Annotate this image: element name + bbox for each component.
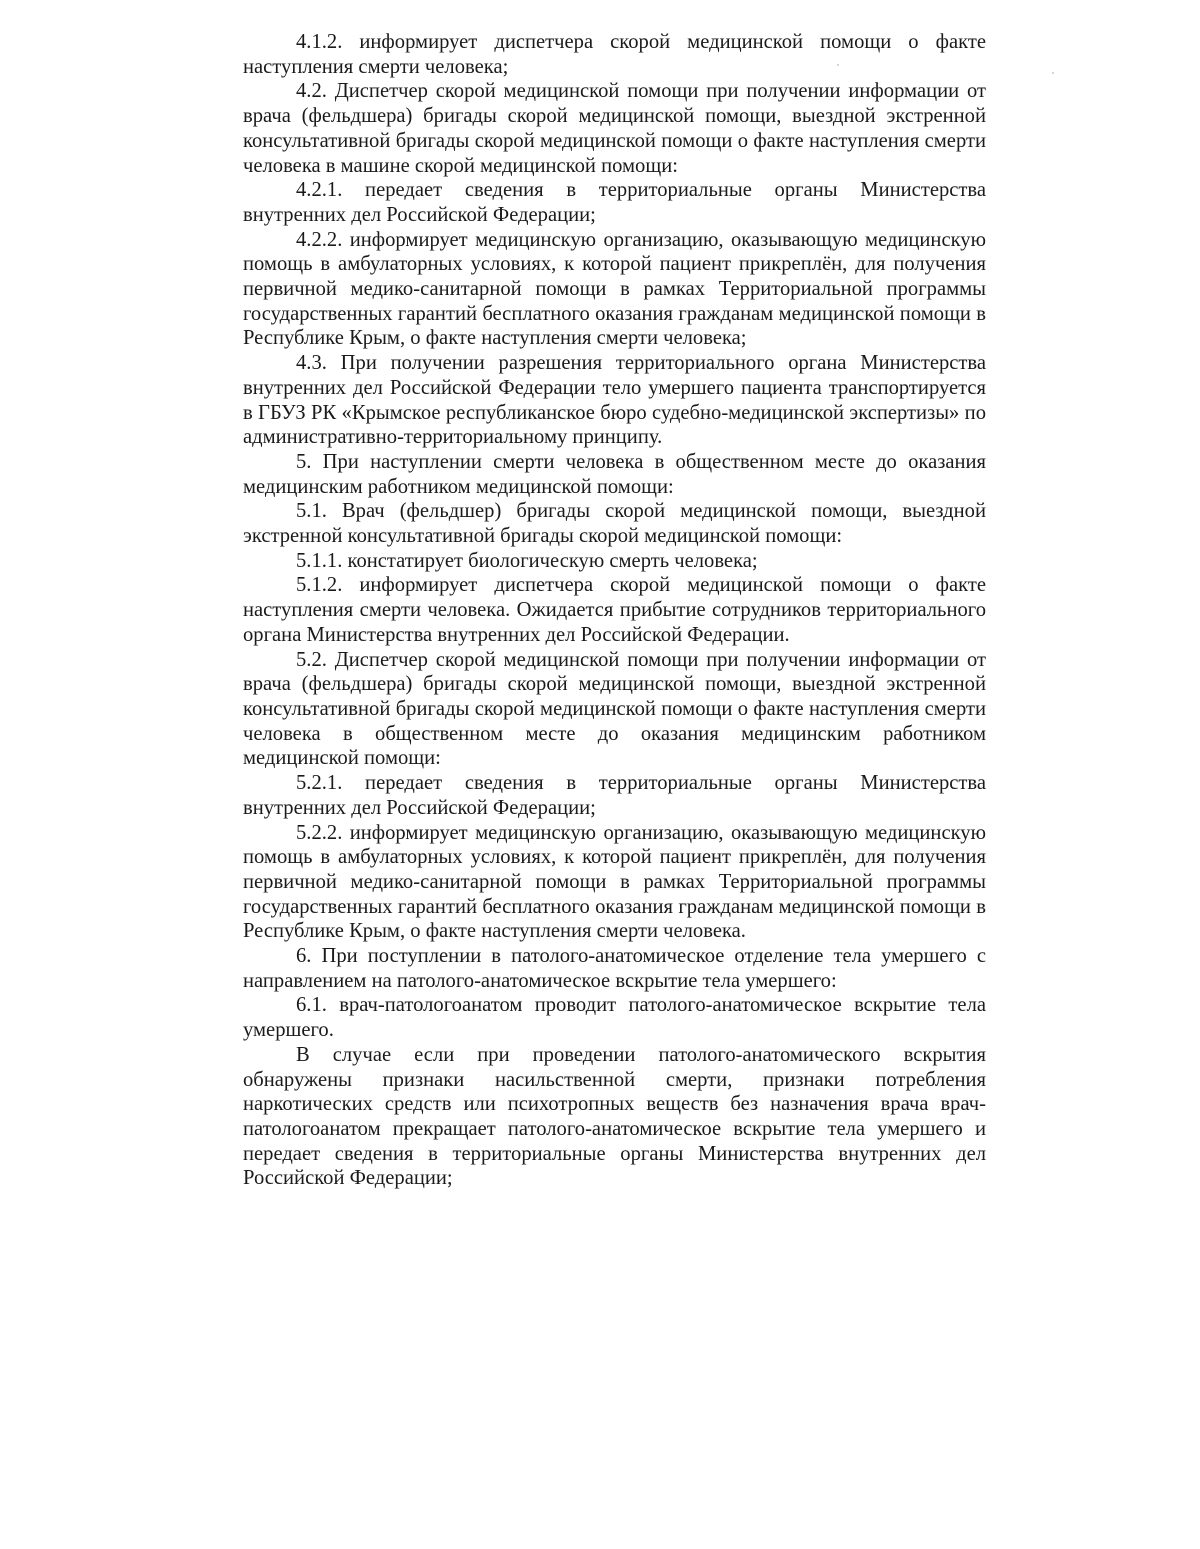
paragraph-4-2: 4.2. Диспетчер скорой медицинской помощи при получении информации от врача (фельдшера) бригады скорой медицинской помощи, выездной экстренной консультативной бригады скорой медицинской помощи о факте наступления смерти человека в машине скорой медицинской помощи: bbox=[243, 80, 986, 177]
paragraph-5-2-1: 5.2.1. передает сведения в территориальные органы Министерства внутренних дел Российской Федерации; bbox=[243, 772, 986, 819]
paragraph-5-1-1: 5.1.1. констатирует биологическую смерть человека; bbox=[296, 549, 758, 572]
paragraph-5-1: 5.1. Врач (фельдшер) бригады скорой медицинской помощи, выездной экстренной консультативной бригады скорой медицинской помощи: bbox=[243, 500, 986, 548]
paragraph-4-3: 4.3. При получении разрешения территориального органа Министерства внутренних дел Российской Федерации тело умершего пациента транспортируется в ГБУЗ РК «Крымское республиканское бюро судебно-медицинской экспертизы» по административно-территориальному принципу. bbox=[243, 352, 986, 449]
paragraph-5-2: 5.2. Диспетчер скорой медицинской помощи при получении информации от врача (фельдшера) бригады скорой медицинской помощи, выездной экстренной консультативной бригады скорой медицинской помощи о факте наступления смерти человека в общественном месте до оказания медицинским работником медицинской помощи: bbox=[243, 648, 986, 770]
document-body bbox=[243, 30, 986, 1191]
paragraph-4-2-2: 4.2.2. информирует медицинскую организацию, оказывающую медицинскую помощь в амбулаторных условиях, к которой пациент прикреплён, для получения первичной медико-санитарной помощи в рамках Территориальной программы государственных гарантий бесплатного оказания гражданам медицинской помощи в Республике Крым, о факте наступления смерти человека; bbox=[243, 228, 986, 350]
paragraph-4-2-1: 4.2.1. передает сведения в территориальные органы Министерства внутренних дел Российской Федерации; bbox=[243, 179, 986, 226]
paragraph-6-1: 6.1. врач-патологоанатом проводит патолого-анатомическое вскрытие тела умершего. bbox=[243, 994, 986, 1042]
paragraph-autopsy-note: В случае если при проведении патолого-анатомического вскрытия обнаружены признаки насильственной смерти, признаки потребления наркотических средств или психотропных веществ без назначения врача врач-патологоанатом прекращает патолого-анатомическое вскрытие тела умершего и передает сведения в территориальные органы Министерства внутренних дел Российской Федерации; bbox=[243, 1043, 986, 1190]
paragraph-4-1-2: 4.1.2. информирует диспетчера скорой медицинской помощи о факте наступления смерти человека; bbox=[243, 31, 986, 78]
paragraph-5-2-2: 5.2.2. информирует медицинскую организацию, оказывающую медицинскую помощь в амбулаторных условиях, к которой пациент прикреплён, для получения первичной медико-санитарной помощи в рамках Территориальной программы государственных гарантий бесплатного оказания гражданам медицинской помощи в Республике Крым, о факте наступления смерти человека. bbox=[243, 821, 986, 943]
scan-artifact bbox=[1052, 72, 1054, 74]
paragraph-5: 5. При наступлении смерти человека в общественном месте до оказания медицинским работником медицинской помощи: bbox=[243, 450, 986, 498]
paragraph-5-1-2: 5.1.2. информирует диспетчера скорой медицинской помощи о факте наступления смерти человека. Ожидается прибытие сотрудников территориального органа Министерства внутренних дел Российской Федерации. bbox=[243, 574, 986, 646]
paragraph-6: 6. При поступлении в патолого-анатомическое отделение тела умершего с направлением на патолого-анатомическое вскрытие тела умершего: bbox=[243, 945, 986, 992]
